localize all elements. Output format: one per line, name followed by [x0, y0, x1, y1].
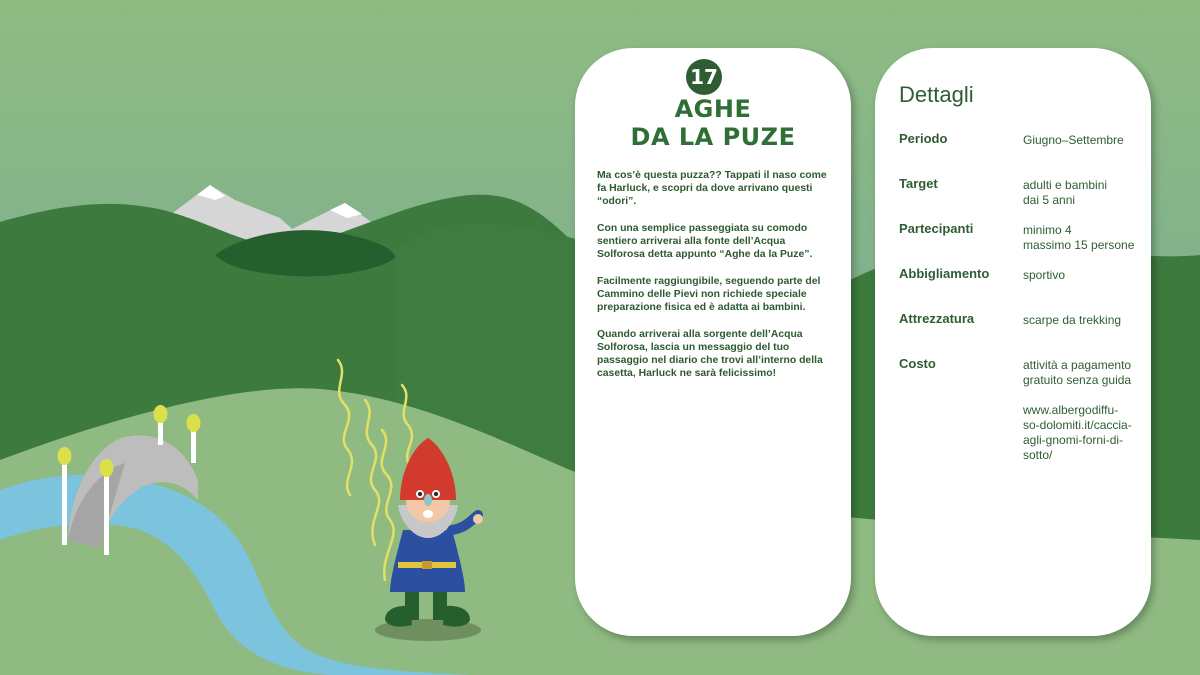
- detail-value-line: scarpe da trekking: [1023, 313, 1122, 327]
- detail-value: [1023, 133, 1141, 148]
- link-line[interactable]: agli-gnomi-forni-di-: [1023, 433, 1124, 447]
- link-line[interactable]: sotto/: [1023, 448, 1053, 462]
- story-text: [597, 169, 829, 394]
- detail-value-line: minimo 4: [1023, 223, 1072, 237]
- detail-value-line: sportivo: [1023, 268, 1066, 282]
- number-badge: 17: [686, 59, 722, 95]
- link-line[interactable]: so-dolomiti.it/caccia-: [1023, 418, 1132, 432]
- details-card: [875, 48, 1151, 636]
- detail-value-line: Giugno–Settembre: [1023, 133, 1124, 147]
- detail-value-line: massimo 15 persone: [1023, 238, 1135, 252]
- detail-value-line: adulti e bambini: [1023, 178, 1108, 192]
- detail-value-line: attività a pagamento: [1023, 358, 1132, 372]
- story-paragraph: Con una semplice passeggiata su comodo sentiero arriverai alla fonte dell’Acqua Solforosa detta appunto “Aghe da la Puze”.: [597, 223, 813, 260]
- story-paragraph: Ma cos’è questa puzza?? Tappati il naso come fa Harluck, e scopri da dove arrivano questi “odori”.: [597, 170, 827, 207]
- detail-value: [1023, 268, 1141, 283]
- detail-label: Attrezzatura: [899, 311, 975, 326]
- detail-label: Partecipanti: [899, 221, 974, 236]
- story-title-line2: DA LA PUZE: [630, 123, 796, 151]
- detail-value: [1023, 313, 1141, 328]
- story-title: [575, 95, 851, 151]
- website-link[interactable]: [1023, 403, 1141, 463]
- detail-label: Abbigliamento: [899, 266, 990, 281]
- detail-value: [1023, 178, 1141, 208]
- detail-value: [1023, 358, 1141, 388]
- detail-label: Periodo: [899, 131, 948, 146]
- detail-value-line: gratuito senza guida: [1023, 373, 1132, 387]
- detail-value: [1023, 223, 1141, 253]
- story-paragraph: Facilmente raggiungibile, seguendo parte del Cammino delle Pievi non richiede speciale preparazione fisica ed è adatta ai bambini.: [597, 276, 821, 313]
- story-paragraph: Quando arriverai alla sorgente dell’Acqua Solforosa, lascia un messaggio del tuo passaggio nel diario che trovi all’interno della casetta, Harluck ne sarà felicissimo!: [597, 329, 823, 379]
- story-card: [575, 48, 851, 636]
- story-title-line1: AGHE: [674, 95, 752, 123]
- detail-label: Target: [899, 176, 938, 191]
- details-title: Dettagli: [899, 82, 974, 107]
- link-line[interactable]: www.albergodiffu-: [1023, 403, 1119, 417]
- detail-value-line: dai 5 anni: [1023, 193, 1076, 207]
- detail-label: Costo: [899, 356, 936, 371]
